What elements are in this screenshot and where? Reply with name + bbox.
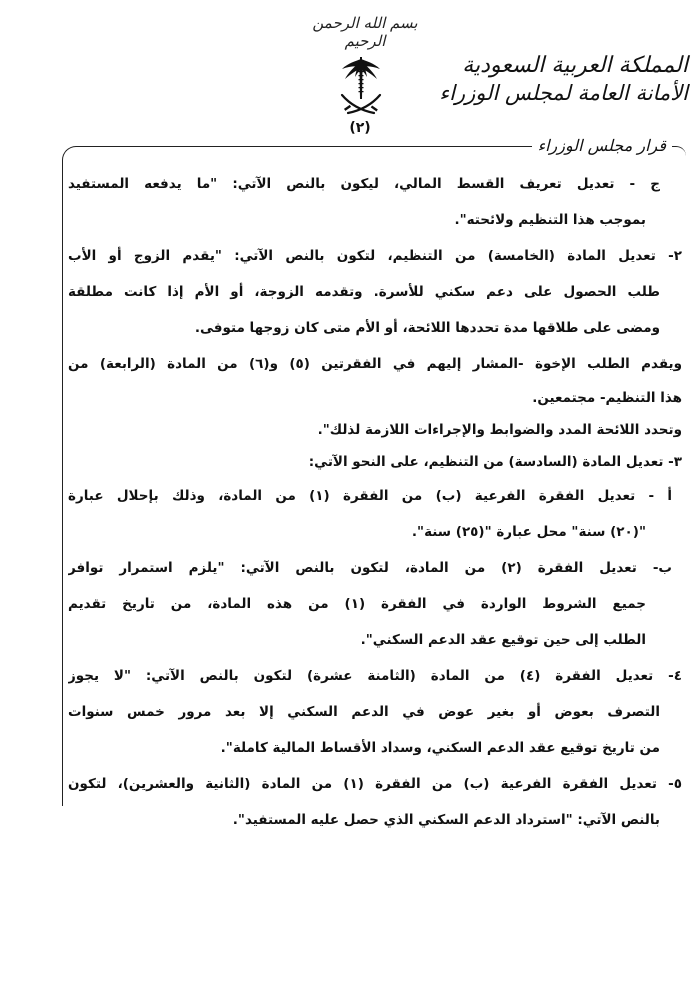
body-line: بالنص الآتي: "استرداد الدعم السكني الذي حصل عليه المستفيد". bbox=[232, 812, 660, 828]
body-line: هذا التنظيم- مجتمعين. bbox=[532, 390, 682, 406]
body-line: ٣- تعديل المادة (السادسة) من التنظيم، على النحو الآتي: bbox=[308, 454, 682, 470]
letterhead-kingdom: المملكة العربية السعودية bbox=[462, 53, 688, 78]
body-line: ٢- تعديل المادة (الخامسة) من التنظيم، لتكون بالنص الآتي: "يقدم الزوج أو الأب bbox=[68, 248, 682, 264]
saudi-emblem-icon bbox=[336, 55, 386, 117]
body-line: ويقدم الطلب الإخوة -المشار إليهم في الفقرتين (٥) و(٦) من المادة (الرابعة) من bbox=[68, 356, 682, 372]
body-line: ومضى على طلاقها مدة تحددها اللائحة، أو الأم متى كان زوجها متوفى. bbox=[194, 320, 660, 336]
body-line: جميع الشروط الواردة في الفقرة (١) من هذه المادة، من تاريخ تقديم bbox=[68, 596, 646, 612]
decision-body bbox=[68, 166, 682, 838]
body-line: ٤- تعديل الفقرة (٤) من المادة (الثامنة عشرة) لتكون بالنص الآتي: "لا يجوز bbox=[68, 668, 682, 684]
body-line: التصرف بعوض أو بغير عوض في الدعم السكني إلا بعد مرور خمس سنوات bbox=[68, 704, 660, 720]
body-line: بموجب هذا التنظيم ولائحته". bbox=[454, 212, 646, 228]
body-line: ج - تعديل تعريف القسط المالي، ليكون بالنص الآتي: "ما يدفعه المستفيد bbox=[68, 176, 660, 192]
letterhead bbox=[439, 52, 688, 106]
basmala-calligraphy: بسم الله الرحمن الرحيم bbox=[312, 14, 418, 50]
page-number: (٢) bbox=[349, 120, 371, 136]
letterhead-secretariat: الأمانة العامة لمجلس الوزراء bbox=[439, 81, 688, 105]
body-line: من تاريخ توقيع عقد الدعم السكني، وسداد الأقساط المالية كاملة". bbox=[220, 740, 660, 756]
council-decision-label: قرار مجلس الوزراء bbox=[532, 136, 672, 155]
body-line: "(٢٠) سنة" محل عبارة "(٢٥) سنة". bbox=[411, 524, 646, 540]
body-line: طلب الحصول على دعم سكني للأسرة. وتقدمه الزوجة، أو الأم إذا كانت مطلقة bbox=[68, 284, 660, 300]
body-line: ٥- تعديل الفقرة الفرعية (ب) من الفقرة (١) من المادة (الثانية والعشرين)، لتكون bbox=[68, 776, 682, 792]
body-line: ب- تعديل الفقرة (٢) من المادة، لتكون بالنص الآتي: "يلزم استمرار توافر bbox=[68, 560, 672, 576]
body-line: الطلب إلى حين توقيع عقد الدعم السكني". bbox=[360, 632, 646, 648]
body-line: أ - تعديل الفقرة الفرعية (ب) من الفقرة (١) من المادة، وذلك بإحلال عبارة bbox=[68, 488, 672, 504]
body-line: وتحدد اللائحة المدد والضوابط والإجراءات اللازمة لذلك". bbox=[317, 422, 682, 438]
